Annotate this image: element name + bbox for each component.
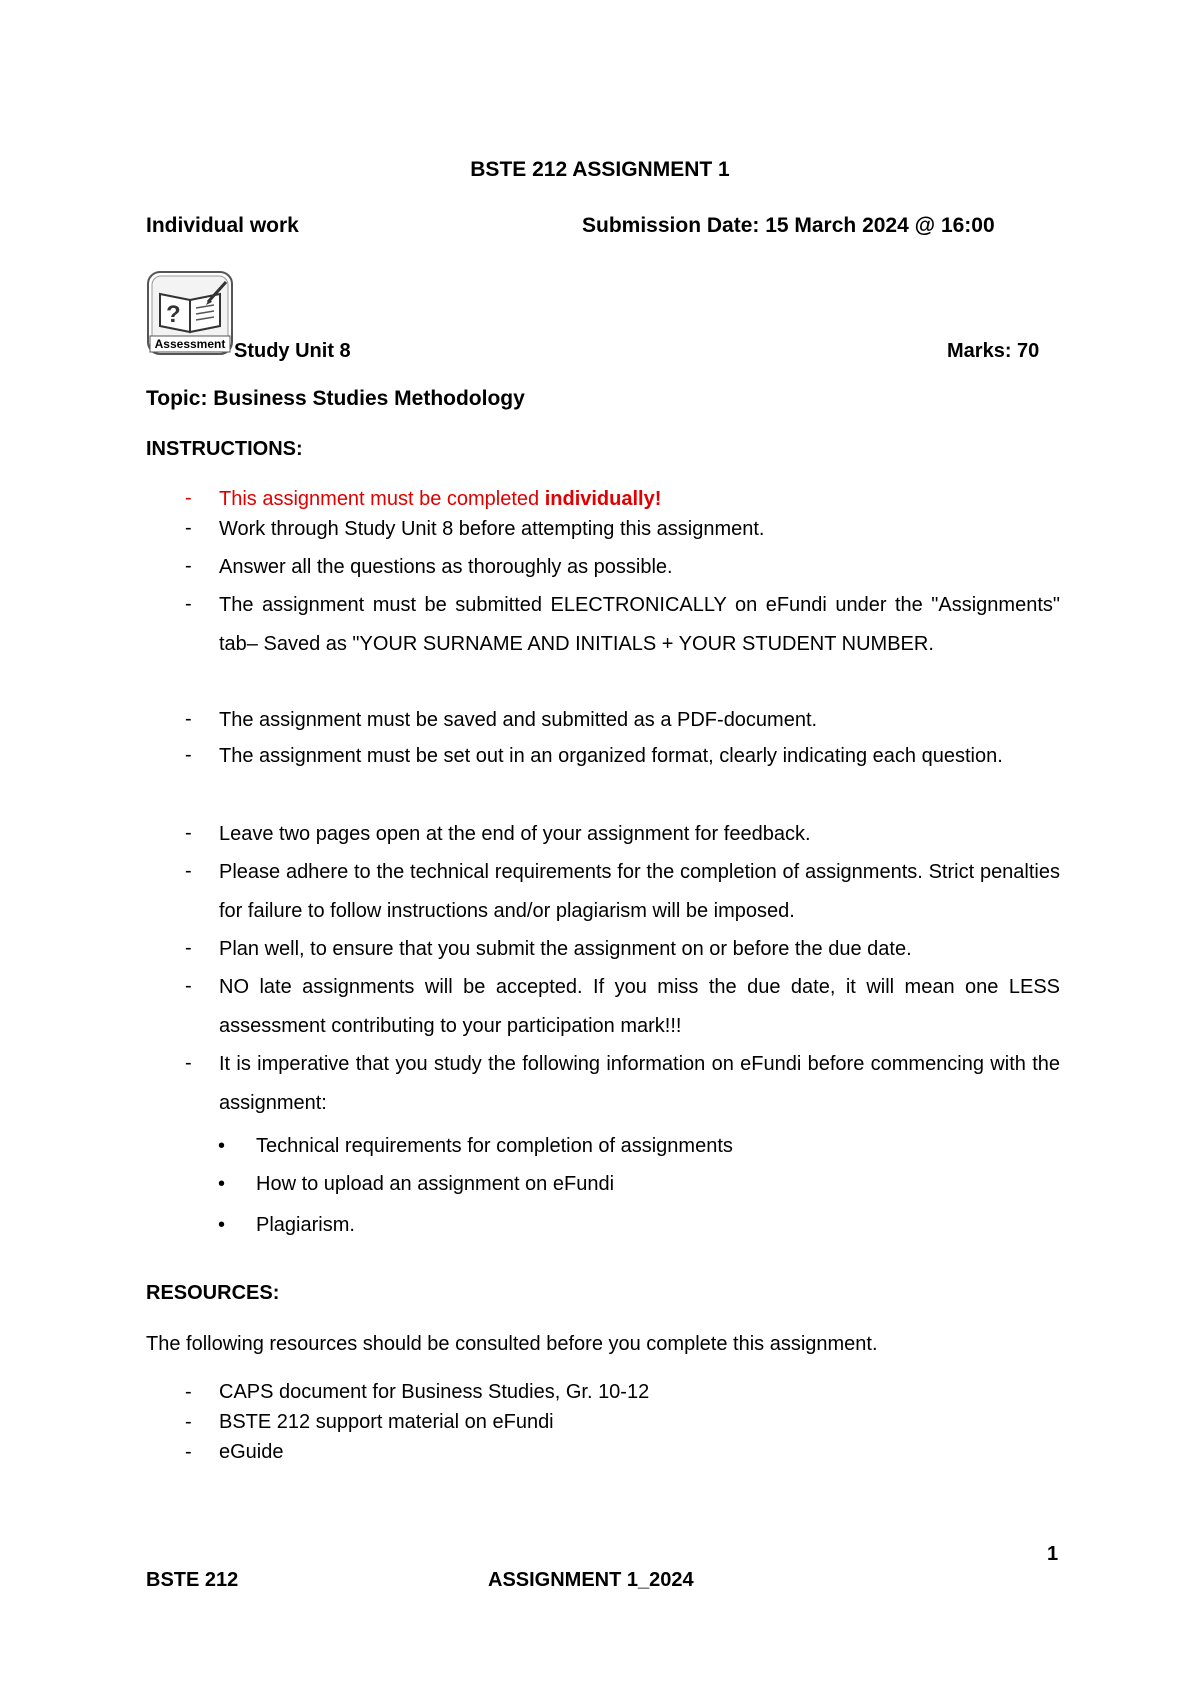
instruction-text: This assignment must be completed xyxy=(219,488,545,510)
instruction-text: Plan well, to ensure that you submit the assignment on or before the due date. xyxy=(219,938,912,960)
dash-marker: - xyxy=(185,593,192,615)
instruction-text: Work through Study Unit 8 before attempting this assignment. xyxy=(219,518,765,540)
dash-marker: - xyxy=(185,1411,192,1433)
bullet-text: Plagiarism. xyxy=(256,1214,355,1236)
dash-marker: - xyxy=(185,744,192,766)
dash-marker: - xyxy=(185,708,192,730)
bullet-icon: • xyxy=(218,1173,226,1195)
dash-marker: - xyxy=(185,555,192,577)
dash-marker: - xyxy=(185,860,192,882)
instruction-text: Please adhere to the technical requirements for the completion of assignments. Strict penalties for failure to follow instructions and/or plagiarism will be imposed. xyxy=(219,861,1060,922)
resource-text: eGuide xyxy=(219,1441,284,1463)
svg-text:?: ? xyxy=(166,301,181,328)
dash-marker: - xyxy=(185,975,192,997)
footer-assignment: ASSIGNMENT 1_2024 xyxy=(488,1569,694,1591)
dash-marker: - xyxy=(185,937,192,959)
instructions-heading: INSTRUCTIONS: xyxy=(146,438,303,460)
instruction-text: The assignment must be submitted ELECTRONICALLY on eFundi under the "Assignments" tab– Saved as "YOUR SURNAME AND INITIALS + YOUR STUDENT NUMBER. xyxy=(219,594,1060,655)
marks: Marks: 70 xyxy=(947,340,1040,362)
instruction-text: Leave two pages open at the end of your assignment for feedback. xyxy=(219,823,811,845)
bullet-text: Technical requirements for completion of assignments xyxy=(256,1135,733,1157)
bullet-icon: • xyxy=(218,1135,226,1157)
bullet-icon: • xyxy=(218,1214,226,1236)
resource-text: CAPS document for Business Studies, Gr. 10-12 xyxy=(219,1381,650,1403)
instruction-emphasis: individually! xyxy=(544,488,662,510)
resource-text: BSTE 212 support material on eFundi xyxy=(219,1411,554,1433)
resources-intro: The following resources should be consulted before you complete this assignment. xyxy=(146,1333,878,1355)
instruction-text: NO late assignments will be accepted. If you miss the due date, it will mean one LESS assessment contributing to your participation mark!!! xyxy=(219,976,1060,1037)
dash-marker: - xyxy=(185,822,192,844)
work-type: Individual work xyxy=(146,214,299,237)
instruction-text: The assignment must be saved and submitted as a PDF-document. xyxy=(219,709,818,731)
submission-date: Submission Date: 15 March 2024 @ 16:00 xyxy=(582,214,995,237)
dash-marker: - xyxy=(185,487,192,509)
document-title: BSTE 212 ASSIGNMENT 1 xyxy=(470,158,730,181)
instruction-text: Answer all the questions as thoroughly as possible. xyxy=(219,556,673,578)
page-number: 1 xyxy=(1047,1543,1059,1565)
footer-course: BSTE 212 xyxy=(146,1569,239,1591)
instruction-text: The assignment must be set out in an organized format, clearly indicating each question. xyxy=(219,745,1003,767)
resources-heading: RESOURCES: xyxy=(146,1282,280,1304)
study-unit: Study Unit 8 xyxy=(234,340,351,362)
dash-marker: - xyxy=(185,1052,192,1074)
dash-marker: - xyxy=(185,1441,192,1463)
dash-marker: - xyxy=(185,1381,192,1403)
topic: Topic: Business Studies Methodology xyxy=(146,387,525,410)
instruction-text: It is imperative that you study the following information on eFundi before commencing with the assignment: xyxy=(219,1053,1060,1114)
assessment-icon xyxy=(146,270,234,356)
dash-marker: - xyxy=(185,517,192,539)
assessment-icon-label: Assessment xyxy=(154,337,226,351)
bullet-text: How to upload an assignment on eFundi xyxy=(256,1173,615,1195)
